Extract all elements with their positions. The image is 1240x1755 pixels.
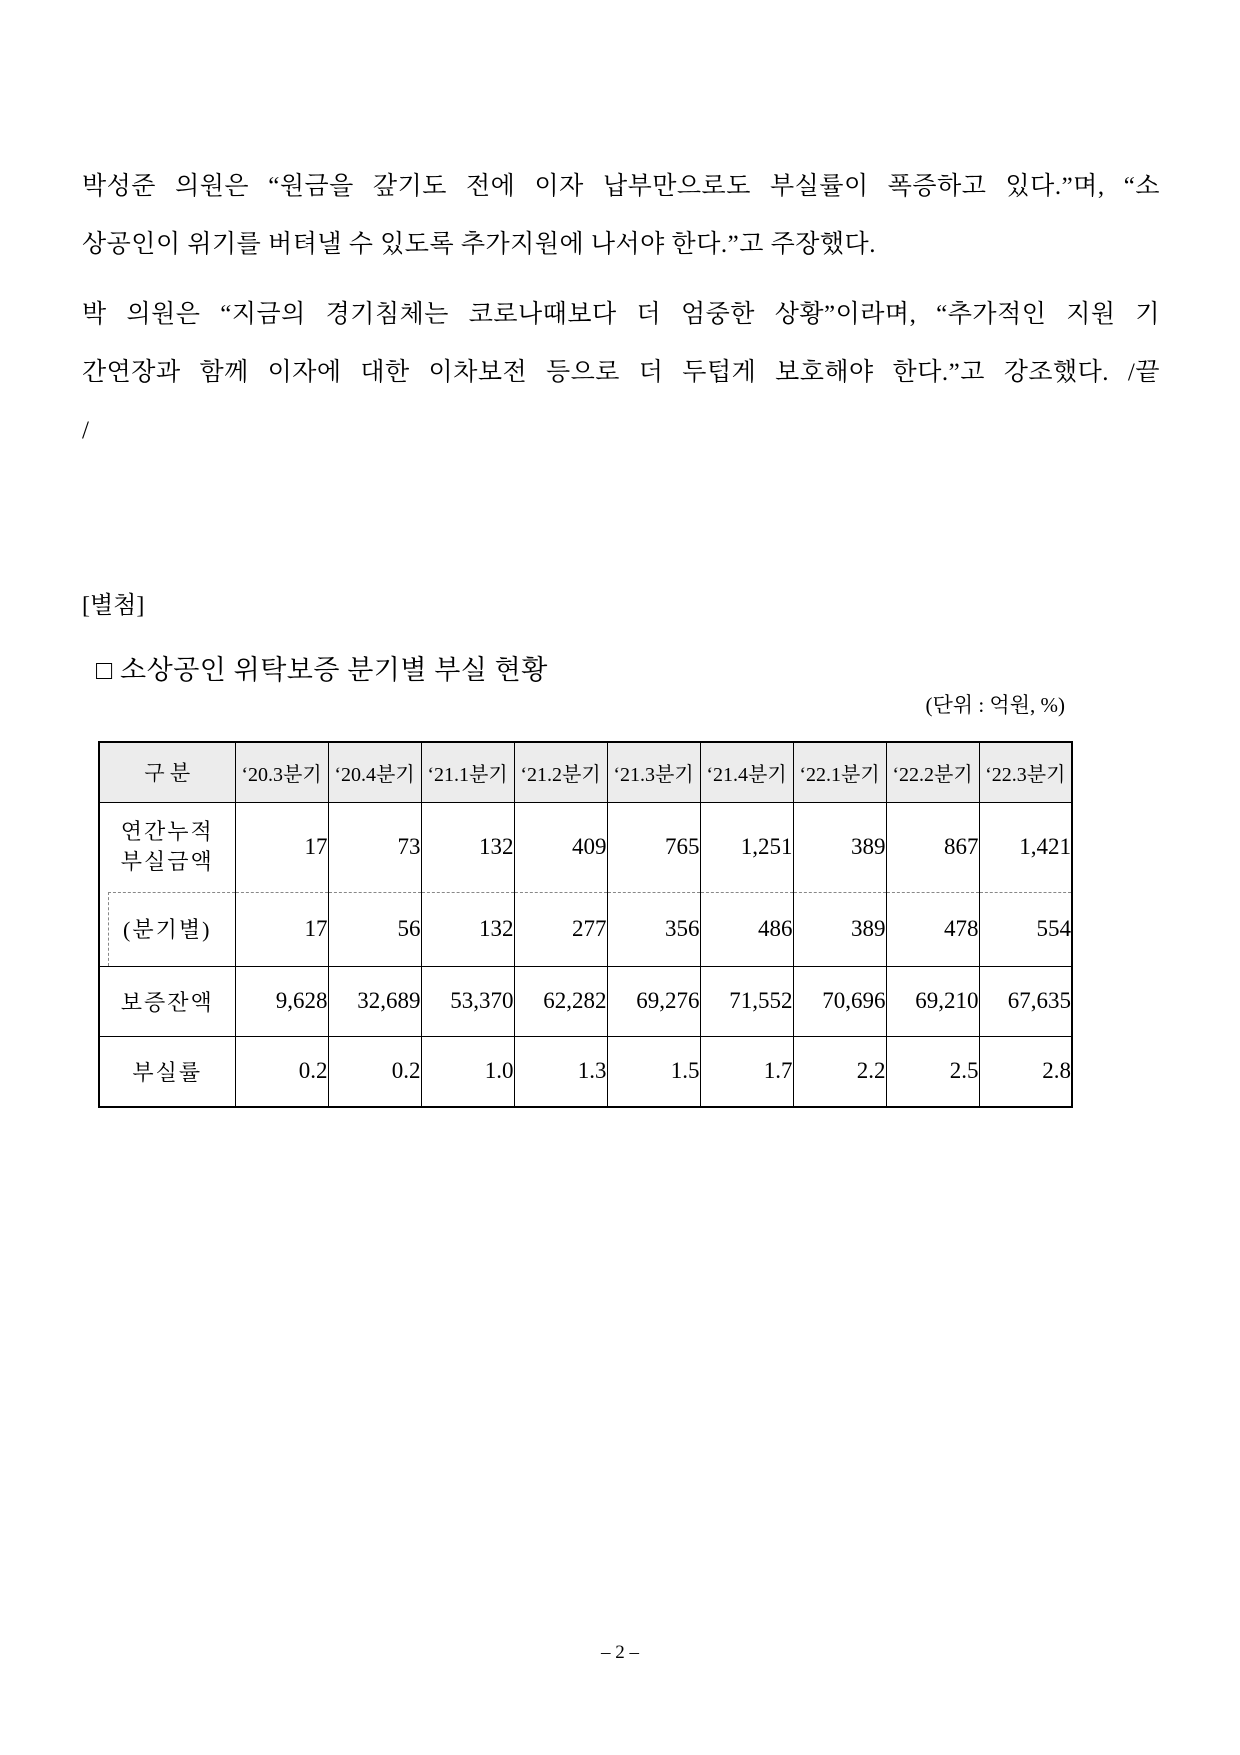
row-guarantee-label: 보증잔액: [99, 966, 235, 1036]
header-q8: ‘22.2분기: [886, 742, 979, 802]
cell-cumulative-q9: 1,421: [979, 802, 1072, 892]
cell-quarterly-q9: 554: [979, 892, 1072, 966]
paragraph-2-line-1: 박 의원은 “지금의 경기침체는 코로나때보다 더 엄중한 상황”이라며, “추가적인 지원 기: [82, 301, 1160, 328]
header-q5: ‘21.3분기: [607, 742, 700, 802]
row-rate-label: 부실률: [99, 1036, 235, 1107]
header-category: 구 분: [99, 742, 235, 802]
unit-note: (단위 : 억원, %): [925, 693, 1065, 717]
cell-cumulative-q8: 867: [886, 802, 979, 892]
cell-quarterly-q5: 356: [607, 892, 700, 966]
row-guarantee-balance: [99, 966, 1072, 1036]
row-quarterly-label-text: (분기별): [123, 917, 212, 943]
cell-cumulative-q4: 409: [514, 802, 607, 892]
cell-cumulative-q7: 389: [793, 802, 886, 892]
page-number: – 2 –: [601, 1642, 639, 1663]
cell-rate-q4: 1.3: [514, 1036, 607, 1107]
cell-quarterly-q4: 277: [514, 892, 607, 966]
cell-guarantee-q6: 71,552: [700, 966, 793, 1036]
cell-rate-q5: 1.5: [607, 1036, 700, 1107]
cell-quarterly-q8: 478: [886, 892, 979, 966]
cell-quarterly-q2: 56: [328, 892, 421, 966]
cell-quarterly-q7: 389: [793, 892, 886, 966]
cell-quarterly-q6: 486: [700, 892, 793, 966]
cell-quarterly-q1: 17: [235, 892, 328, 966]
cell-cumulative-q5: 765: [607, 802, 700, 892]
paragraph-2-line-2: 간연장과 함께 이자에 대한 이차보전 등으로 더 두텁게 보호해야 한다.”고 강조했다. /끝: [82, 359, 1160, 386]
cell-rate-q8: 2.5: [886, 1036, 979, 1107]
row-cumulative-label-line2: 부실금액: [120, 849, 214, 875]
row-cumulative-label: [99, 802, 235, 892]
row-quarterly-insolvency: [99, 892, 1072, 966]
insolvency-table-wrap: [98, 741, 1073, 1108]
header-q6: ‘21.4분기: [700, 742, 793, 802]
paragraph-1: [82, 158, 1160, 274]
attachment-label: [별첨]: [82, 593, 145, 619]
cell-guarantee-q5: 69,276: [607, 966, 700, 1036]
dashed-divider-vertical: [108, 892, 109, 966]
cell-rate-q9: 2.8: [979, 1036, 1072, 1107]
cell-guarantee-q7: 70,696: [793, 966, 886, 1036]
row-quarterly-label: [99, 892, 235, 966]
cell-guarantee-q4: 62,282: [514, 966, 607, 1036]
cell-rate-q3: 1.0: [421, 1036, 514, 1107]
paragraph-1-line-2: 상공인이 위기를 버텨낼 수 있도록 추가지원에 나서야 한다.”고 주장했다.: [82, 231, 876, 258]
cell-cumulative-q1: 17: [235, 802, 328, 892]
insolvency-table: [98, 741, 1073, 1108]
cell-rate-q6: 1.7: [700, 1036, 793, 1107]
cell-guarantee-q9: 67,635: [979, 966, 1072, 1036]
cell-guarantee-q2: 32,689: [328, 966, 421, 1036]
header-q4: ‘21.2분기: [514, 742, 607, 802]
paragraph-1-line-1: 박성준 의원은 “원금을 갚기도 전에 이자 납부만으로도 부실률이 폭증하고 있다.”며, “소: [82, 173, 1160, 200]
row-insolvency-rate: [99, 1036, 1072, 1107]
header-q1: ‘20.3분기: [235, 742, 328, 802]
table-header-row: [99, 742, 1072, 802]
cell-quarterly-q3: 132: [421, 892, 514, 966]
header-q7: ‘22.1분기: [793, 742, 886, 802]
cell-rate-q2: 0.2: [328, 1036, 421, 1107]
dashed-divider-horizontal: [108, 892, 235, 893]
row-cumulative-insolvency: [99, 802, 1072, 892]
paragraph-2-line-3: /: [82, 417, 90, 444]
header-q3: ‘21.1분기: [421, 742, 514, 802]
cell-guarantee-q8: 69,210: [886, 966, 979, 1036]
row-cumulative-label-line1: 연간누적: [120, 819, 214, 845]
header-q9: ‘22.3분기: [979, 742, 1072, 802]
cell-cumulative-q6: 1,251: [700, 802, 793, 892]
header-q2: ‘20.4분기: [328, 742, 421, 802]
cell-rate-q1: 0.2: [235, 1036, 328, 1107]
paragraph-2: [82, 286, 1160, 460]
cell-guarantee-q3: 53,370: [421, 966, 514, 1036]
cell-guarantee-q1: 9,628: [235, 966, 328, 1036]
cell-cumulative-q2: 73: [328, 802, 421, 892]
table-title: □ 소상공인 위탁보증 분기별 부실 현황: [96, 655, 548, 685]
cell-cumulative-q3: 132: [421, 802, 514, 892]
cell-rate-q7: 2.2: [793, 1036, 886, 1107]
